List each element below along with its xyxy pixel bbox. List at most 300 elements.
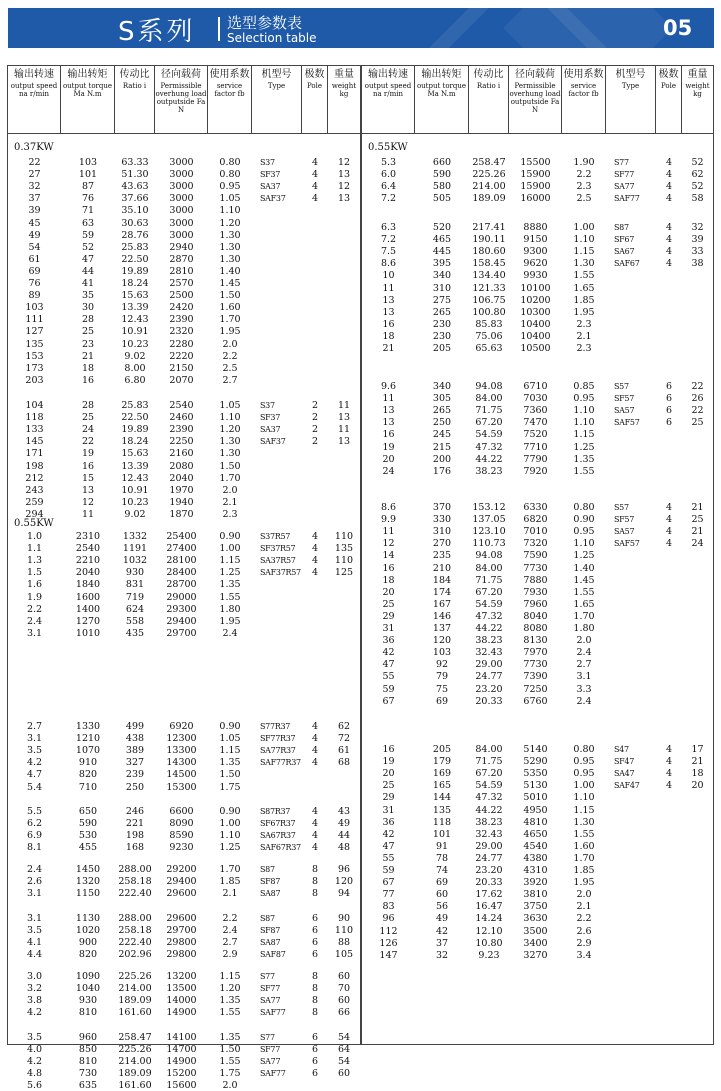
table-row xyxy=(8,758,360,767)
col-type: SAF37 xyxy=(260,437,286,447)
col-weight: 125 xyxy=(334,567,354,579)
col-ratio: 9.02 xyxy=(124,350,146,362)
col-overhung-load: 2540 xyxy=(169,400,194,411)
col-output-speed: 8.1 xyxy=(26,842,43,854)
col-type: SAF67R37 xyxy=(260,843,301,853)
col-weight: 25 xyxy=(691,514,704,526)
col-output-speed: 6.0 xyxy=(380,169,397,181)
col-ratio: 180.60 xyxy=(472,246,506,258)
col-weight xyxy=(328,219,360,228)
col-overhung-load: 7730 xyxy=(523,659,548,671)
col-service-factor: 1.65 xyxy=(573,282,595,294)
col-output-speed: 42 xyxy=(382,647,395,659)
col-type xyxy=(252,1081,302,1090)
col-output-speed: 9.6 xyxy=(380,381,397,392)
col-ratio: 47.32 xyxy=(475,792,503,804)
col-weight xyxy=(682,648,713,657)
col-output-torque: 1040 xyxy=(75,983,101,995)
col-ratio: 71.75 xyxy=(475,756,503,768)
col-ratio: 32.43 xyxy=(475,828,503,840)
col-weight xyxy=(328,617,360,626)
col-pole xyxy=(656,600,682,609)
col-weight: 90 xyxy=(337,913,351,924)
table-row xyxy=(362,697,713,706)
col-output-speed: 18 xyxy=(382,574,395,586)
col-pole xyxy=(302,243,328,252)
col-pole xyxy=(656,927,682,936)
col-output-torque: 60 xyxy=(435,889,449,901)
col-output-torque: 35 xyxy=(81,290,95,302)
col-overhung-load: 13200 xyxy=(166,971,197,982)
col-weight xyxy=(682,551,713,560)
col-output-torque: 79 xyxy=(435,671,449,683)
col-type xyxy=(606,697,656,706)
col-service-factor: 2.3 xyxy=(576,181,592,193)
col-service-factor: 0.95 xyxy=(219,181,241,193)
col-output-speed: 19 xyxy=(382,441,395,453)
col-output-speed: 47 xyxy=(382,659,395,671)
header-banner xyxy=(8,8,714,48)
col-output-speed: 171 xyxy=(25,448,44,460)
col-pole: 4 xyxy=(665,246,673,258)
col-weight: 94 xyxy=(337,888,351,900)
col-output-speed: 19 xyxy=(382,756,395,768)
col-type xyxy=(606,455,656,464)
col-pole xyxy=(656,564,682,573)
table-row xyxy=(362,332,713,341)
col-output-torque: 465 xyxy=(432,234,452,246)
col-overhung-load: 29400 xyxy=(166,615,197,627)
table-row xyxy=(8,303,360,312)
col-service-factor: 2.0 xyxy=(576,635,592,647)
col-pole: 6 xyxy=(665,393,673,405)
col-service-factor: 1.95 xyxy=(573,877,595,889)
col-service-factor: 3.1 xyxy=(576,671,592,683)
col-pole: 4 xyxy=(311,531,319,542)
col-ratio: 63.33 xyxy=(121,157,149,168)
col-service-factor: 2.0 xyxy=(222,338,238,350)
header-label-cn: 径向载荷 xyxy=(515,69,555,80)
col-output-speed: 24 xyxy=(382,465,395,477)
col-service-factor: 1.20 xyxy=(219,983,241,995)
col-output-speed: 1.1 xyxy=(26,543,43,555)
col-ratio: 239 xyxy=(125,769,145,781)
col-ratio: 30.63 xyxy=(121,217,149,229)
col-pole: 4 xyxy=(665,193,673,205)
col-overhung-load: 2940 xyxy=(169,241,194,253)
col-type: SF67R37 xyxy=(260,819,296,829)
col-output-speed: 4.7 xyxy=(26,769,43,781)
col-output-torque: 235 xyxy=(432,550,452,562)
col-type xyxy=(606,927,656,936)
col-ratio: 44.22 xyxy=(475,804,503,816)
col-output-speed: 55 xyxy=(382,852,395,864)
col-weight xyxy=(682,430,713,439)
col-service-factor: 1.60 xyxy=(573,840,595,852)
col-service-factor: 1.15 xyxy=(573,804,595,816)
col-output-speed: 135 xyxy=(25,338,44,350)
col-output-torque: 23 xyxy=(81,338,95,350)
col-service-factor: 1.00 xyxy=(573,780,595,792)
table-row xyxy=(8,462,360,471)
col-overhung-load: 28700 xyxy=(166,579,197,591)
col-type xyxy=(606,866,656,875)
col-pole xyxy=(656,793,682,802)
col-ratio: 222.40 xyxy=(118,888,152,900)
col-overhung-load: 2320 xyxy=(169,326,194,338)
col-service-factor: 1.10 xyxy=(573,405,595,417)
col-weight xyxy=(682,296,713,305)
col-pole: 8 xyxy=(311,1007,319,1019)
col-type xyxy=(606,806,656,815)
col-weight: 13 xyxy=(337,193,351,205)
col-output-torque: 28 xyxy=(81,314,95,326)
col-output-torque: 44 xyxy=(81,265,95,277)
header-label-cn: 机型号 xyxy=(261,69,292,80)
table-row xyxy=(8,498,360,507)
col-output-torque: 1400 xyxy=(75,603,101,615)
col-type xyxy=(606,914,656,923)
col-weight xyxy=(682,308,713,317)
table-row xyxy=(8,315,360,324)
col-weight: 17 xyxy=(691,744,704,755)
col-weight xyxy=(328,279,360,288)
col-type: SA37 xyxy=(260,425,281,435)
col-output-torque: 103 xyxy=(432,647,452,659)
col-weight xyxy=(682,624,713,633)
col-type xyxy=(252,617,302,626)
col-pole xyxy=(302,267,328,276)
col-type: SF47 xyxy=(614,757,635,767)
table-row xyxy=(362,551,713,560)
col-overhung-load: 15600 xyxy=(166,1080,197,1091)
col-pole: 4 xyxy=(665,169,673,181)
col-type xyxy=(606,271,656,280)
col-pole: 4 xyxy=(311,818,319,830)
col-type xyxy=(252,279,302,288)
col-ratio: 24.77 xyxy=(475,852,503,864)
col-output-torque: 530 xyxy=(78,830,98,842)
col-output-torque: 395 xyxy=(432,258,452,270)
col-overhung-load: 7390 xyxy=(523,671,548,683)
col-output-torque: 63 xyxy=(81,217,95,229)
table-row xyxy=(362,878,713,887)
col-pole xyxy=(656,344,682,353)
table-row xyxy=(8,722,360,731)
col-output-speed: 2.2 xyxy=(26,603,43,615)
col-service-factor: 1.30 xyxy=(219,253,241,265)
col-overhung-load: 2500 xyxy=(169,290,194,302)
col-service-factor: 1.40 xyxy=(219,265,241,277)
col-service-factor: 0.85 xyxy=(573,381,595,392)
col-type xyxy=(252,364,302,373)
col-output-speed: 3.1 xyxy=(26,913,43,924)
col-service-factor: 1.00 xyxy=(573,222,595,233)
col-output-torque: 146 xyxy=(432,610,452,622)
col-output-torque: 1010 xyxy=(75,627,101,639)
col-output-torque: 2540 xyxy=(75,543,101,555)
col-overhung-load: 9620 xyxy=(523,258,548,270)
col-service-factor: 1.65 xyxy=(573,598,595,610)
col-weight: 105 xyxy=(334,949,354,961)
col-pole xyxy=(656,672,682,681)
col-type: SF37R57 xyxy=(260,544,296,554)
table-row xyxy=(8,364,360,373)
col-overhung-load: 5350 xyxy=(523,768,548,780)
table-row xyxy=(362,223,713,232)
col-type: SA77 xyxy=(614,182,635,192)
col-type xyxy=(252,219,302,228)
col-service-factor: 1.55 xyxy=(219,1056,241,1068)
col-pole xyxy=(656,320,682,329)
col-overhung-load: 9230 xyxy=(169,842,194,854)
col-overhung-load: 2150 xyxy=(169,362,194,374)
col-output-torque: 2210 xyxy=(75,555,101,567)
col-pole: 8 xyxy=(311,971,319,982)
col-type xyxy=(252,206,302,215)
col-type: SF67 xyxy=(614,235,635,245)
col-service-factor: 1.50 xyxy=(219,1044,241,1056)
col-service-factor: 1.25 xyxy=(573,550,595,562)
col-weight xyxy=(682,951,713,960)
col-ratio: 24.77 xyxy=(475,671,503,683)
col-overhung-load: 7970 xyxy=(523,647,548,659)
col-ratio: 719 xyxy=(125,591,145,603)
col-overhung-load: 7590 xyxy=(523,550,548,562)
col-pole xyxy=(656,878,682,887)
col-weight xyxy=(328,315,360,324)
col-pole: 8 xyxy=(311,995,319,1007)
col-ratio: 258.47 xyxy=(472,157,506,168)
col-pole: 4 xyxy=(665,526,673,538)
col-service-factor: 1.10 xyxy=(573,792,595,804)
col-weight xyxy=(682,902,713,911)
col-output-torque: 165 xyxy=(432,780,452,792)
col-ratio: 123.10 xyxy=(472,526,506,538)
table-row xyxy=(362,158,713,167)
col-overhung-load: 14900 xyxy=(166,1007,197,1019)
col-output-speed: 9.9 xyxy=(380,514,397,526)
table-row xyxy=(362,951,713,960)
col-overhung-load: 10400 xyxy=(520,330,551,342)
col-pole xyxy=(302,376,328,385)
col-output-torque: 1330 xyxy=(75,721,101,732)
col-pole xyxy=(656,271,682,280)
col-service-factor: 1.30 xyxy=(573,816,595,828)
col-output-speed: 22 xyxy=(28,157,41,168)
col-type xyxy=(252,629,302,638)
col-output-torque: 87 xyxy=(81,181,95,193)
col-type xyxy=(606,308,656,317)
col-overhung-load: 3270 xyxy=(523,949,548,961)
col-output-torque: 1070 xyxy=(75,745,101,757)
header-label-cn: 使用系数 xyxy=(563,69,604,80)
col-ratio: 19.89 xyxy=(121,424,149,436)
col-pole: 4 xyxy=(665,756,673,768)
col-pole: 4 xyxy=(311,169,319,181)
col-pole xyxy=(302,580,328,589)
col-ratio: 51.30 xyxy=(121,169,149,181)
col-weight: 21 xyxy=(691,756,704,768)
col-output-speed: 3.1 xyxy=(26,888,43,900)
col-ratio: 71.75 xyxy=(475,574,503,586)
col-service-factor: 1.10 xyxy=(573,538,595,550)
col-service-factor: 1.55 xyxy=(573,828,595,840)
col-pole xyxy=(656,551,682,560)
col-service-factor: 1.55 xyxy=(573,465,595,477)
col-overhung-load: 4650 xyxy=(523,828,548,840)
col-overhung-load: 3000 xyxy=(169,217,194,229)
table-row xyxy=(362,418,713,427)
col-overhung-load: 2070 xyxy=(169,374,194,386)
col-type: SF77 xyxy=(260,1045,281,1055)
col-pole xyxy=(656,685,682,694)
col-ratio: 217.41 xyxy=(472,222,506,233)
col-weight xyxy=(682,672,713,681)
col-weight: 13 xyxy=(337,436,351,448)
col-weight xyxy=(682,793,713,802)
col-output-speed: 112 xyxy=(379,925,398,937)
power-section-label: 0.55KW xyxy=(14,518,54,529)
col-weight: 20 xyxy=(691,780,704,792)
col-type: S77 xyxy=(260,1033,275,1042)
col-type: S37 xyxy=(260,158,275,167)
table-body xyxy=(8,134,360,1091)
header-label-cn: 极数 xyxy=(658,69,679,80)
col-output-speed: 76 xyxy=(28,278,41,289)
col-service-factor: 1.50 xyxy=(219,769,241,781)
col-type xyxy=(606,564,656,573)
col-pole xyxy=(656,443,682,452)
col-pole xyxy=(302,629,328,638)
col-weight: 12 xyxy=(337,157,351,168)
col-output-torque: 41 xyxy=(81,278,95,289)
col-output-speed: 3.5 xyxy=(26,1032,43,1043)
col-service-factor: 2.4 xyxy=(576,647,592,659)
col-output-speed: 103 xyxy=(25,302,44,314)
col-type xyxy=(606,551,656,560)
col-output-torque: 1840 xyxy=(75,579,101,591)
col-weight xyxy=(328,352,360,361)
col-output-speed: 67 xyxy=(382,695,395,707)
col-output-speed: 5.4 xyxy=(26,781,43,793)
table-row xyxy=(8,617,360,626)
table-row xyxy=(362,745,713,754)
col-service-factor: 1.05 xyxy=(219,733,241,745)
col-ratio: 29.00 xyxy=(475,840,503,852)
col-ratio: 12.43 xyxy=(121,472,149,484)
col-ratio: 10.91 xyxy=(121,326,149,338)
table-row xyxy=(362,648,713,657)
col-type: S37R57 xyxy=(260,532,291,541)
col-pole xyxy=(302,605,328,614)
col-output-speed: 1.5 xyxy=(26,567,43,579)
col-pole: 8 xyxy=(311,876,319,888)
col-overhung-load: 29800 xyxy=(166,949,197,961)
table-row xyxy=(8,580,360,589)
col-output-torque: 1210 xyxy=(75,733,101,745)
table-row xyxy=(8,605,360,614)
col-overhung-load: 9930 xyxy=(523,270,548,282)
col-type xyxy=(606,296,656,305)
col-type xyxy=(252,770,302,779)
col-type xyxy=(606,344,656,353)
col-pole xyxy=(656,854,682,863)
header-col-type xyxy=(252,66,302,133)
col-weight: 70 xyxy=(337,983,351,995)
col-type: SF77R37 xyxy=(260,734,296,744)
col-overhung-load: 7250 xyxy=(523,683,548,695)
col-service-factor: 1.35 xyxy=(573,453,595,465)
col-weight xyxy=(682,612,713,621)
col-output-speed: 4.1 xyxy=(26,937,43,949)
col-ratio: 20.33 xyxy=(475,695,503,707)
col-overhung-load: 25400 xyxy=(166,531,197,542)
col-output-torque: 24 xyxy=(81,424,95,436)
table-row xyxy=(362,308,713,317)
col-output-torque: 270 xyxy=(432,538,452,550)
col-overhung-load: 13500 xyxy=(166,983,197,995)
col-type xyxy=(252,327,302,336)
col-weight: 11 xyxy=(337,424,351,436)
col-output-torque: 42 xyxy=(435,925,449,937)
col-overhung-load: 7920 xyxy=(523,465,548,477)
col-ratio: 10.80 xyxy=(475,937,503,949)
col-output-speed: 13 xyxy=(382,294,395,306)
col-output-torque: 103 xyxy=(78,157,98,168)
header-label-en: output speed na r/min xyxy=(10,82,58,98)
col-overhung-load: 7470 xyxy=(523,417,548,429)
table-row xyxy=(8,1081,360,1090)
col-type: SAF57 xyxy=(614,539,640,549)
col-overhung-load: 6920 xyxy=(169,721,194,732)
col-output-speed: 96 xyxy=(382,913,395,925)
header-label-cn: 传动比 xyxy=(473,69,504,80)
col-weight: 66 xyxy=(337,1007,351,1019)
col-ratio: 10.23 xyxy=(121,496,149,508)
header-label-en: weight kg xyxy=(331,82,357,98)
col-output-torque: 59 xyxy=(81,229,95,241)
col-output-speed: 67 xyxy=(382,877,395,889)
col-ratio: 14.24 xyxy=(475,913,503,925)
table-row xyxy=(362,769,713,778)
col-pole: 6 xyxy=(311,1032,319,1043)
col-service-factor: 2.5 xyxy=(576,193,592,205)
col-output-speed: 13 xyxy=(382,405,395,417)
col-weight: 110 xyxy=(334,531,354,542)
col-service-factor: 1.45 xyxy=(219,278,241,289)
table-row xyxy=(8,413,360,422)
col-ratio: 134.40 xyxy=(472,270,506,282)
col-type xyxy=(252,255,302,264)
col-pole: 6 xyxy=(665,405,673,417)
header-label-cn: 使用系数 xyxy=(209,69,250,80)
col-output-torque: 19 xyxy=(81,448,95,460)
col-weight xyxy=(682,818,713,827)
col-output-speed: 1.6 xyxy=(26,579,43,591)
col-service-factor: 2.0 xyxy=(222,1080,238,1091)
table-row xyxy=(362,247,713,256)
col-service-factor: 0.80 xyxy=(573,744,595,755)
col-pole xyxy=(656,951,682,960)
col-ratio: 214.00 xyxy=(472,181,506,193)
col-overhung-load: 1870 xyxy=(169,508,194,520)
col-type: SF77 xyxy=(260,984,281,994)
table-row xyxy=(362,757,713,766)
col-weight: 68 xyxy=(337,757,351,769)
col-output-torque: 11 xyxy=(81,508,95,520)
col-weight: 88 xyxy=(337,937,351,949)
